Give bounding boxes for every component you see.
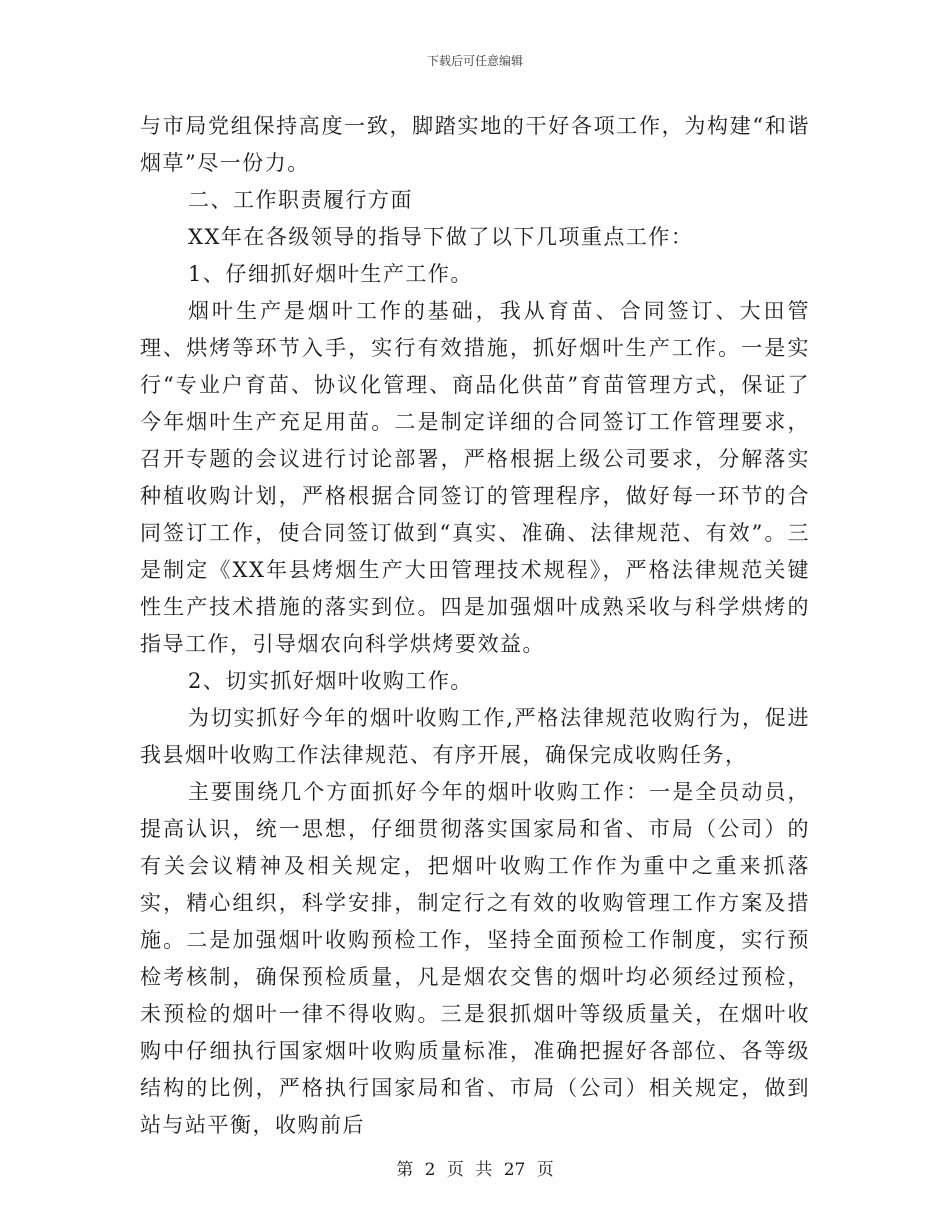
- page-number: 第 2 页 共 27 页: [396, 1160, 554, 1180]
- paragraph-purchase-detail: 主要围绕几个方面抓好今年的烟叶收购工作：一是全员动员，提高认识，统一思想，仔细贯彻落实国家局和省、市局（公司）的有关会议精神及相关规定，把烟叶收购工作作为重中之重来抓落实，精心组织，科学安排，制定行之有效的收购管理工作方案及措施。二是加强烟叶收购预检工作，坚持全面预检工作制度，实行预检考核制，确保预检质量，凡是烟农交售的烟叶均必须经过预检，未预检的烟叶一律不得收购。三是狠抓烟叶等级质量关，在烟叶收购中仔细执行国家烟叶收购质量标准，准确把握好各部位、各等级结构的比例，严格执行国家局和省、市局（公司）相关规定，做到站与站平衡，收购前后: [140, 780, 810, 1137]
- subsection-heading-1: 1、仔细抓好烟叶生产工作。: [188, 262, 473, 286]
- paragraph-production: 烟叶生产是烟叶工作的基础，我从育苗、合同签订、大田管理、烘烤等环节入手，实行有效措施，抓好烟叶生产工作。一是实行“专业户育苗、协议化管理、商品化供苗”育苗管理方式，保证了今年烟叶生产充足用苗。二是制定详细的合同签订工作管理要求，召开专题的会议进行讨论部署，严格根据上级公司要求，分解落实种植收购计划，严格根据合同签订的管理程序，做好每一环节的合同签订工作，使合同签订做到“真实、准确、法律规范、有效”。三是制定《XX年县烤烟生产大田管理技术规程》，严格法律规范关键性生产技术措施的落实到位。四是加强烟叶成熟采收与科学烘烤的指导工作，引导烟农向科学烘烤要效益。: [140, 299, 810, 656]
- paragraph-purchase-intro: 为切实抓好今年的烟叶收购工作,严格法律规范收购行为，促进我县烟叶收购工作法律规范、有序开展，确保完成收购任务，: [140, 706, 810, 767]
- paragraph-continuation: 与市局党组保持高度一致，脚踏实地的干好各项工作，为构建“和谐烟草”尽一份力。: [140, 114, 810, 175]
- section-heading: 二、工作职责履行方面: [188, 188, 413, 212]
- header-note: 下载后可任意编辑: [426, 54, 523, 68]
- paragraph-intro: XX年在各级领导的指导下做了以下几项重点工作：: [188, 225, 694, 249]
- document-body: [140, 108, 810, 1144]
- subsection-heading-2: 2、切实抓好烟叶收购工作。: [188, 669, 473, 693]
